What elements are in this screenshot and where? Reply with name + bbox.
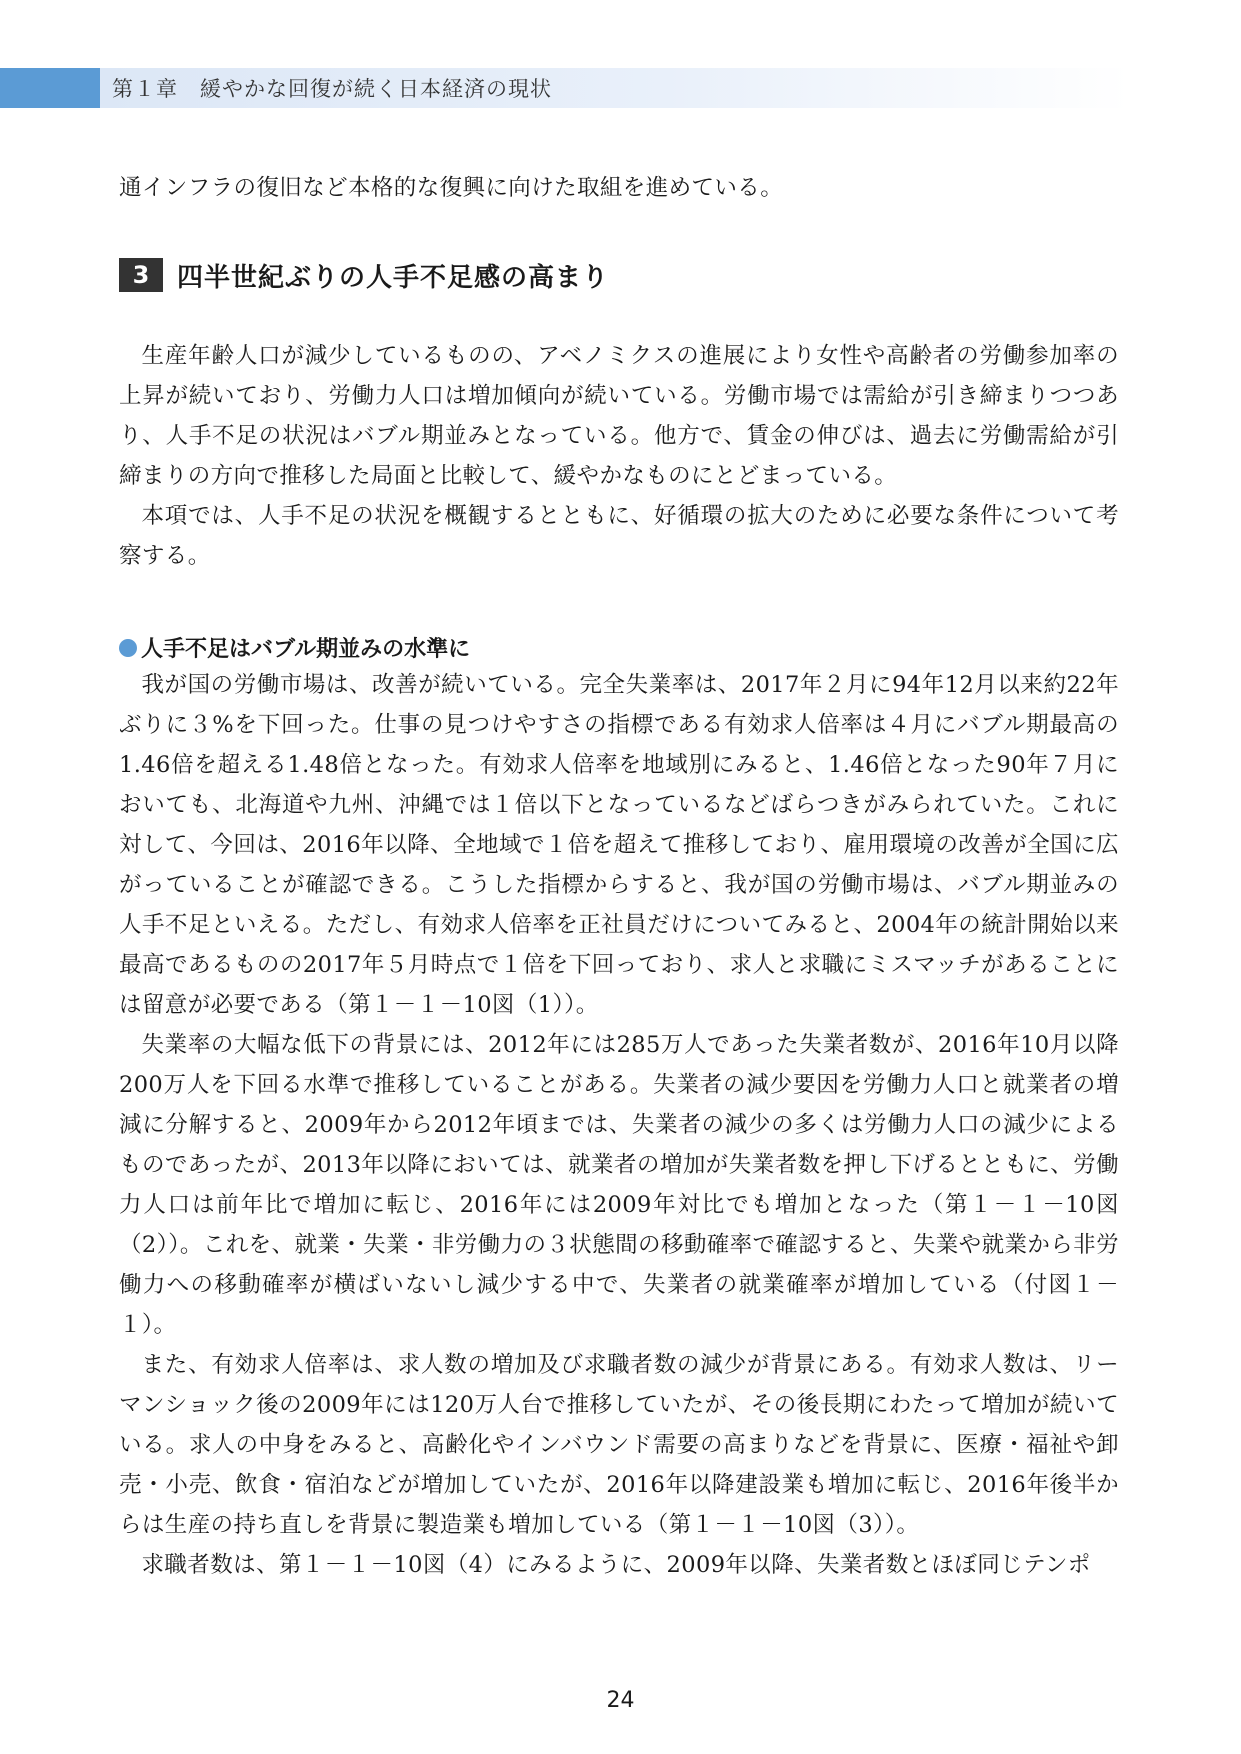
intro-paragraphs	[119, 336, 1119, 576]
intro-paragraph: 生産年齢人口が減少しているものの、アベノミクスの進展により女性や高齢者の労働参加率の上昇が続いており、労働力人口は増加傾向が続いている。労働市場では需給が引き締まりつつあり、人手不足の状況はバブル期並みとなっている。他方で、賃金の伸びは、過去に労働需給が引締まりの方向で推移した局面と比較して、緩やかなものにとどまっている。	[119, 343, 1119, 489]
section-title: 四半世紀ぶりの人手不足感の高まり	[177, 262, 610, 293]
intro-paragraph: 本項では、人手不足の状況を概観するとともに、好循環の拡大のために必要な条件について考察する。	[119, 503, 1119, 569]
body-paragraph: 失業率の大幅な低下の背景には、2012年には285万人であった失業者数が、2016年10月以降200万人を下回る水準で推移していることがある。失業者の減少要因を労働力人口と就業者の増減に分解すると、2009年から2012年頃までは、失業者の減少の多くは労働力人口の減少によるものであったが、2013年以降においては、就業者の増加が失業者数を押し下げるとともに、労働力人口は前年比で増加に転じ、2016年には2009年対比でも増加となった（第１－１－10図（2））。これを、就業・失業・非労働力の３状態間の移動確率で確認すると、失業や就業から非労働力への移動確率が横ばいないし減少する中で、失業者の就業確率が増加している（付図１－１）。	[119, 1032, 1119, 1338]
carryover-text: 通インフラの復旧など本格的な復興に向けた取組を進めている。	[119, 175, 784, 201]
page-number: 24	[606, 1688, 635, 1713]
body-paragraph: 求職者数は、第１－１－10図（4）にみるように、2009年以降、失業者数とほぼ同じテンポ	[141, 1552, 1091, 1578]
section-number-badge: 3	[119, 258, 163, 292]
header-accent-block	[0, 68, 100, 108]
body-paragraphs	[119, 665, 1119, 1585]
bullet-circle-icon	[119, 639, 137, 657]
chapter-title: 第１章 緩やかな回復が続く日本経済の現状	[100, 68, 1130, 108]
body-paragraph: 我が国の労働市場は、改善が続いている。完全失業率は、2017年２月に94年12月以来約22年ぶりに３%を下回った。仕事の見つけやすさの指標である有効求人倍率は４月にバブル期最高の1.46倍を超える1.48倍となった。有効求人倍率を地域別にみると、1.46倍となった90年７月においても、北海道や九州、沖縄では１倍以下となっているなどばらつきがみられていた。これに対して、今回は、2016年以降、全地域で１倍を超えて推移しており、雇用環境の改善が全国に広がっていることが確認できる。こうした指標からすると、我が国の労働市場は、バブル期並みの人手不足といえる。ただし、有効求人倍率を正社員だけについてみると、2004年の統計開始以来最高であるものの2017年５月時点で１倍を下回っており、求人と求職にミスマッチがあることには留意が必要である（第１－１－10図（1））。	[119, 672, 1119, 1018]
subsection-title: 人手不足はバブル期並みの水準に	[141, 637, 471, 662]
section-heading	[119, 258, 609, 292]
body-paragraph: また、有効求人倍率は、求人数の増加及び求職者数の減少が背景にある。有効求人数は、リーマンショック後の2009年には120万人台で推移していたが、その後長期にわたって増加が続いている。求人の中身をみると、高齢化やインバウンド需要の高まりなどを背景に、医療・福祉や卸売・小売、飲食・宿泊などが増加していたが、2016年以降建設業も増加に転じ、2016年後半からは生産の持ち直しを背景に製造業も増加している（第１－１－10図（3））。	[119, 1352, 1119, 1538]
chapter-header-bar	[0, 68, 1130, 108]
carryover-paragraph	[119, 168, 1119, 208]
subsection-heading	[119, 632, 470, 663]
